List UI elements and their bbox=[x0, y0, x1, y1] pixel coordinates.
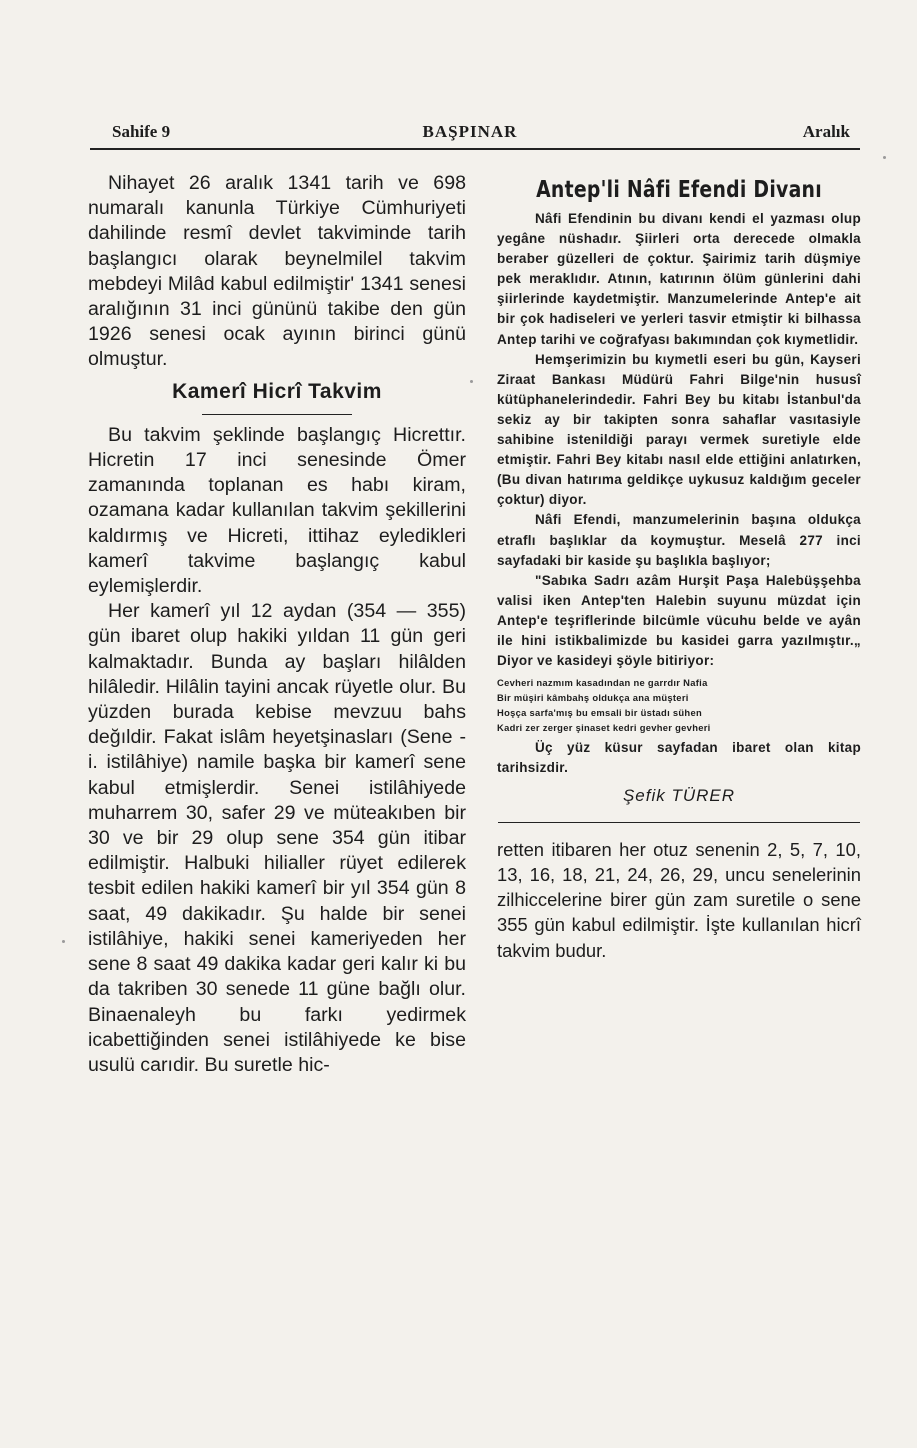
poem-line: Cevheri nazmım kasadından ne garrdır Nafia bbox=[497, 677, 708, 689]
right-paragraph-5: Üç yüz küsur sayfadan ibaret olan kitap tarihsizdir. bbox=[497, 739, 861, 775]
poem-block bbox=[497, 675, 861, 735]
poem-line: Hoşça sarfa'mış bu emsali bir üstadı sühen bbox=[497, 707, 702, 719]
column-divider bbox=[498, 822, 860, 823]
paper-speck bbox=[883, 156, 886, 159]
article-title: Antep'li Nâfi Efendi Divanı bbox=[536, 177, 822, 203]
poem-line: Bir müşiri kâmbahş oldukça ana müşteri bbox=[497, 692, 689, 704]
paper-speck bbox=[62, 940, 65, 943]
left-column bbox=[88, 171, 466, 1078]
left-paragraph-2: Bu takvim şeklinde başlangıç Hicrettır. Hicretin 17 inci senesinde Ömer zamanında toplanan es habı kiram, ozamana kadar kullanılan takvim şekillerini kaldırmış ve Hicreti, ittihaz eyledikleri kamerî takvime başlangıç kabul eylemişlerdir. bbox=[88, 423, 466, 598]
right-paragraph-2: Hemşerimizin bu kıymetli eseri bu gün, Kayseri Ziraat Bankası Müdürü Fahri Bilge'nin hususî kütüphanelerindedir. Fahri Bey bu kitabı İstanbul'da sekiz ay bir takipten sonra sahaflar vasıtasiyle sahibine istenildiği parayı vermek suretiyle elde etmiştir. Fahri Bey kitabı nasıl elde ettiğini anlatırken, (Bu divan hatırıma geldikçe uykusuz kaldığım geceler çoktur) diyor. bbox=[497, 351, 861, 508]
paper-speck bbox=[470, 380, 473, 383]
issue-month: Aralık bbox=[802, 122, 850, 141]
page-header bbox=[90, 118, 850, 144]
author-signature: Şefik TÜRER bbox=[622, 785, 736, 805]
left-paragraph-3: Her kamerî yıl 12 aydan (354 — 355) gün ibaret olup hakiki yıldan 11 gün geri kalmaktadır. Bunda ay başları hilâlden hilâledir. Hilâlin tayini ancak rüyetle olur. Bu yüzden burada kebise mevzuu bahs değıldir. Fakat islâm heyetşinasları (Sene - i. istilâhiye) namile başka bir kamerî sene kabul etmişlerdir. Senei istilâhiyede muharrem 30, safer 29 ve müteakıben bir 30 ve bir 29 olup sene 354 gün itibar edilmiştir. Halbuki hilialler rüyet edilerek tesbit edilen hakiki kamerî bir yıl 354 gün 8 saat, 49 dakikadır. Şu halde bir senei istilâhiye, hakiki senei kameriyeden her sene 8 saat 49 dakika kadar geri kalır ki bu da takriben 30 senede 11 güne bağlı olur. Binaenaleyh bu farkı yedirmek icabettiğinden senei istilâhiyede ke bise usulü carıdir. Bu suretle hic- bbox=[88, 600, 466, 1076]
page-number: Sahife 9 bbox=[112, 122, 171, 141]
right-paragraph-4: "Sabıka Sadrı azâm Hurşit Paşa Halebüşşehba valisi iken Antep'ten Halebin suyunu müzdat için Antep'e teşriflerinde bilcümle vücuhu belde ve ayân ile hini istikbalimizde bu kasidei garra yazılmıştır.„ Diyor ve kasideyi şöyle bitiriyor: bbox=[497, 572, 861, 669]
right-column bbox=[497, 171, 861, 963]
right-paragraph-1: Nâfi Efendinin bu divanı kendi el yazması olup yegâne nüshadır. Şiirleri orta derecede olmakla beraber güzelleri de çoktur. Şairimiz tarih düşmiye pek meraklıdır. Atının, katırının ölüm günlerini dahi şiirlerinde kaydetmiştir. Manzumelerinde Antep'e ait bir çok hadiseleri ve yerleri tasvir etmiştir ki bilhassa Antep tarihi ve coğrafyası bakımından çok kıymetlidir. bbox=[497, 211, 861, 347]
title-rule bbox=[202, 414, 352, 415]
poem-line: Kadri zer zerger şinaset kedri gevher gevheri bbox=[497, 722, 711, 734]
continued-paragraph: retten itibaren her otuz senenin 2, 5, 7, 10, 13, 16, 18, 21, 24, 26, 29, uncu senelerinin zilhiccelerine birer gün zam suretile o sene 355 gün kabul edilmiştir. İşte kullanılan hicrî takvim budur. bbox=[497, 838, 861, 961]
section-title: Kamerî Hicrî Takvim bbox=[172, 379, 382, 403]
newspaper-title: BAŞPINAR bbox=[422, 122, 518, 141]
header-rule bbox=[90, 148, 860, 150]
left-paragraph-1: Nihayet 26 aralık 1341 tarih ve 698 numaralı kanunla Türkiye Cümhuriyeti dahilinde resmî devlet takviminde tarih başlangıcı olarak beynelmilel takvim mebdeyi Milâd kabul edilmiştir' 1341 senesi aralığının 31 inci gününü takibe den gün 1926 senesi ocak ayının birinci günü olmuştur. bbox=[88, 172, 466, 371]
right-paragraph-3: Nâfi Efendi, manzumelerinin başına oldukça etraflı başlıklar da koymuştur. Meselâ 277 inci sayfadaki bir kaside şu başlıkla başlıyor; bbox=[497, 512, 861, 568]
